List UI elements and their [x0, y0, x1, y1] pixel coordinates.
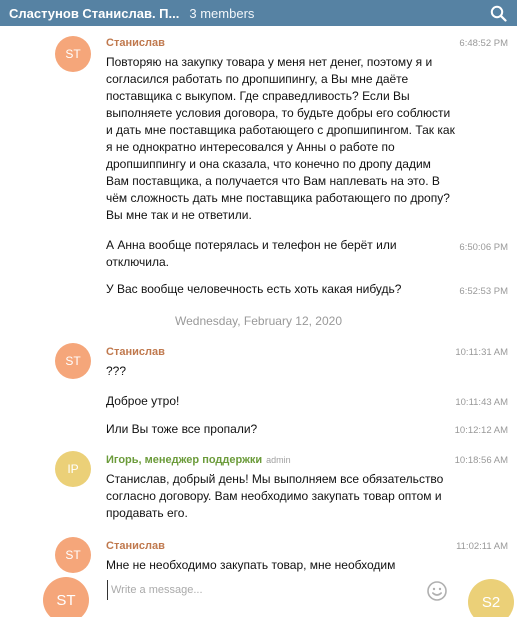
chat-header [0, 0, 517, 26]
message-input[interactable] [107, 580, 407, 600]
message-time: 6:50:06 PM [459, 242, 508, 253]
smiley-icon[interactable] [426, 580, 448, 602]
search-icon [490, 5, 507, 22]
message-text: Мне не необходимо закупать товар, мне необходим [106, 558, 396, 572]
members-count[interactable]: 3 members [189, 5, 255, 21]
message-composer [0, 574, 517, 617]
message-text: ??? [106, 364, 127, 378]
message-author[interactable]: Станислав [106, 540, 165, 552]
message-history[interactable] [0, 26, 517, 574]
message-text: Или Вы тоже все пропали? [106, 422, 258, 436]
avatar[interactable]: ST [55, 537, 91, 573]
message-text: А Анна вообще потерялась и телефон не берёт или отключила. [106, 238, 397, 269]
date-separator: Wednesday, February 12, 2020 [175, 314, 342, 328]
chat-title[interactable]: Сластунов Станислав. П... [9, 5, 180, 21]
message-time: 6:52:53 PM [459, 286, 508, 297]
avatar[interactable]: ST [55, 36, 91, 72]
message-text: Доброе утро! [106, 394, 180, 408]
admin-badge: admin [266, 455, 291, 465]
message-time: 10:11:43 AM [455, 397, 508, 408]
message-time: 10:12:12 AM [454, 425, 508, 436]
message-time: 11:02:11 AM [456, 541, 508, 552]
self-avatar[interactable]: ST [43, 577, 89, 617]
avatar[interactable]: ST [55, 343, 91, 379]
search-button[interactable] [479, 0, 517, 26]
message-text: У Вас вообще человечность есть хоть какая нибудь? [106, 282, 402, 296]
message-time: 6:48:52 PM [459, 38, 508, 49]
message-text: Повторяю на закупку товара у меня нет денег, поэтому я и согласился работать по дропшипингу, а Вы мне даёте поставщика с выкупом. Где справедливость? Если Вы выполняете условия договора, то будьте добры его соблюсти и дать мне поставщика работающего с дропшипингом. Так как я не однократно интересовался у Анны о работе по дропшиппингу и она сказала, что конечно по дропу дадим Вам поставщика, а получается что Вам наплевать на это. В чём сложность дать мне поставщика работающего по дропу? Вы мне так и не ответили. [106, 55, 455, 222]
avatar[interactable]: IP [55, 451, 91, 487]
message-author[interactable]: Станислав [106, 37, 165, 49]
message-text: Станислав, добрый день! Мы выполняем все обязательство согласно договору. Вам необходимо закупать товар оптом и продавать его. [106, 472, 444, 520]
author-name[interactable]: Игорь, менеджер поддержки [106, 454, 263, 466]
message-author[interactable]: Станислав [106, 346, 165, 358]
message-time: 10:11:31 AM [455, 347, 508, 358]
message-author[interactable] [106, 454, 291, 466]
peer-avatar[interactable]: S2 [468, 579, 514, 617]
message-time: 10:18:56 AM [454, 455, 508, 466]
